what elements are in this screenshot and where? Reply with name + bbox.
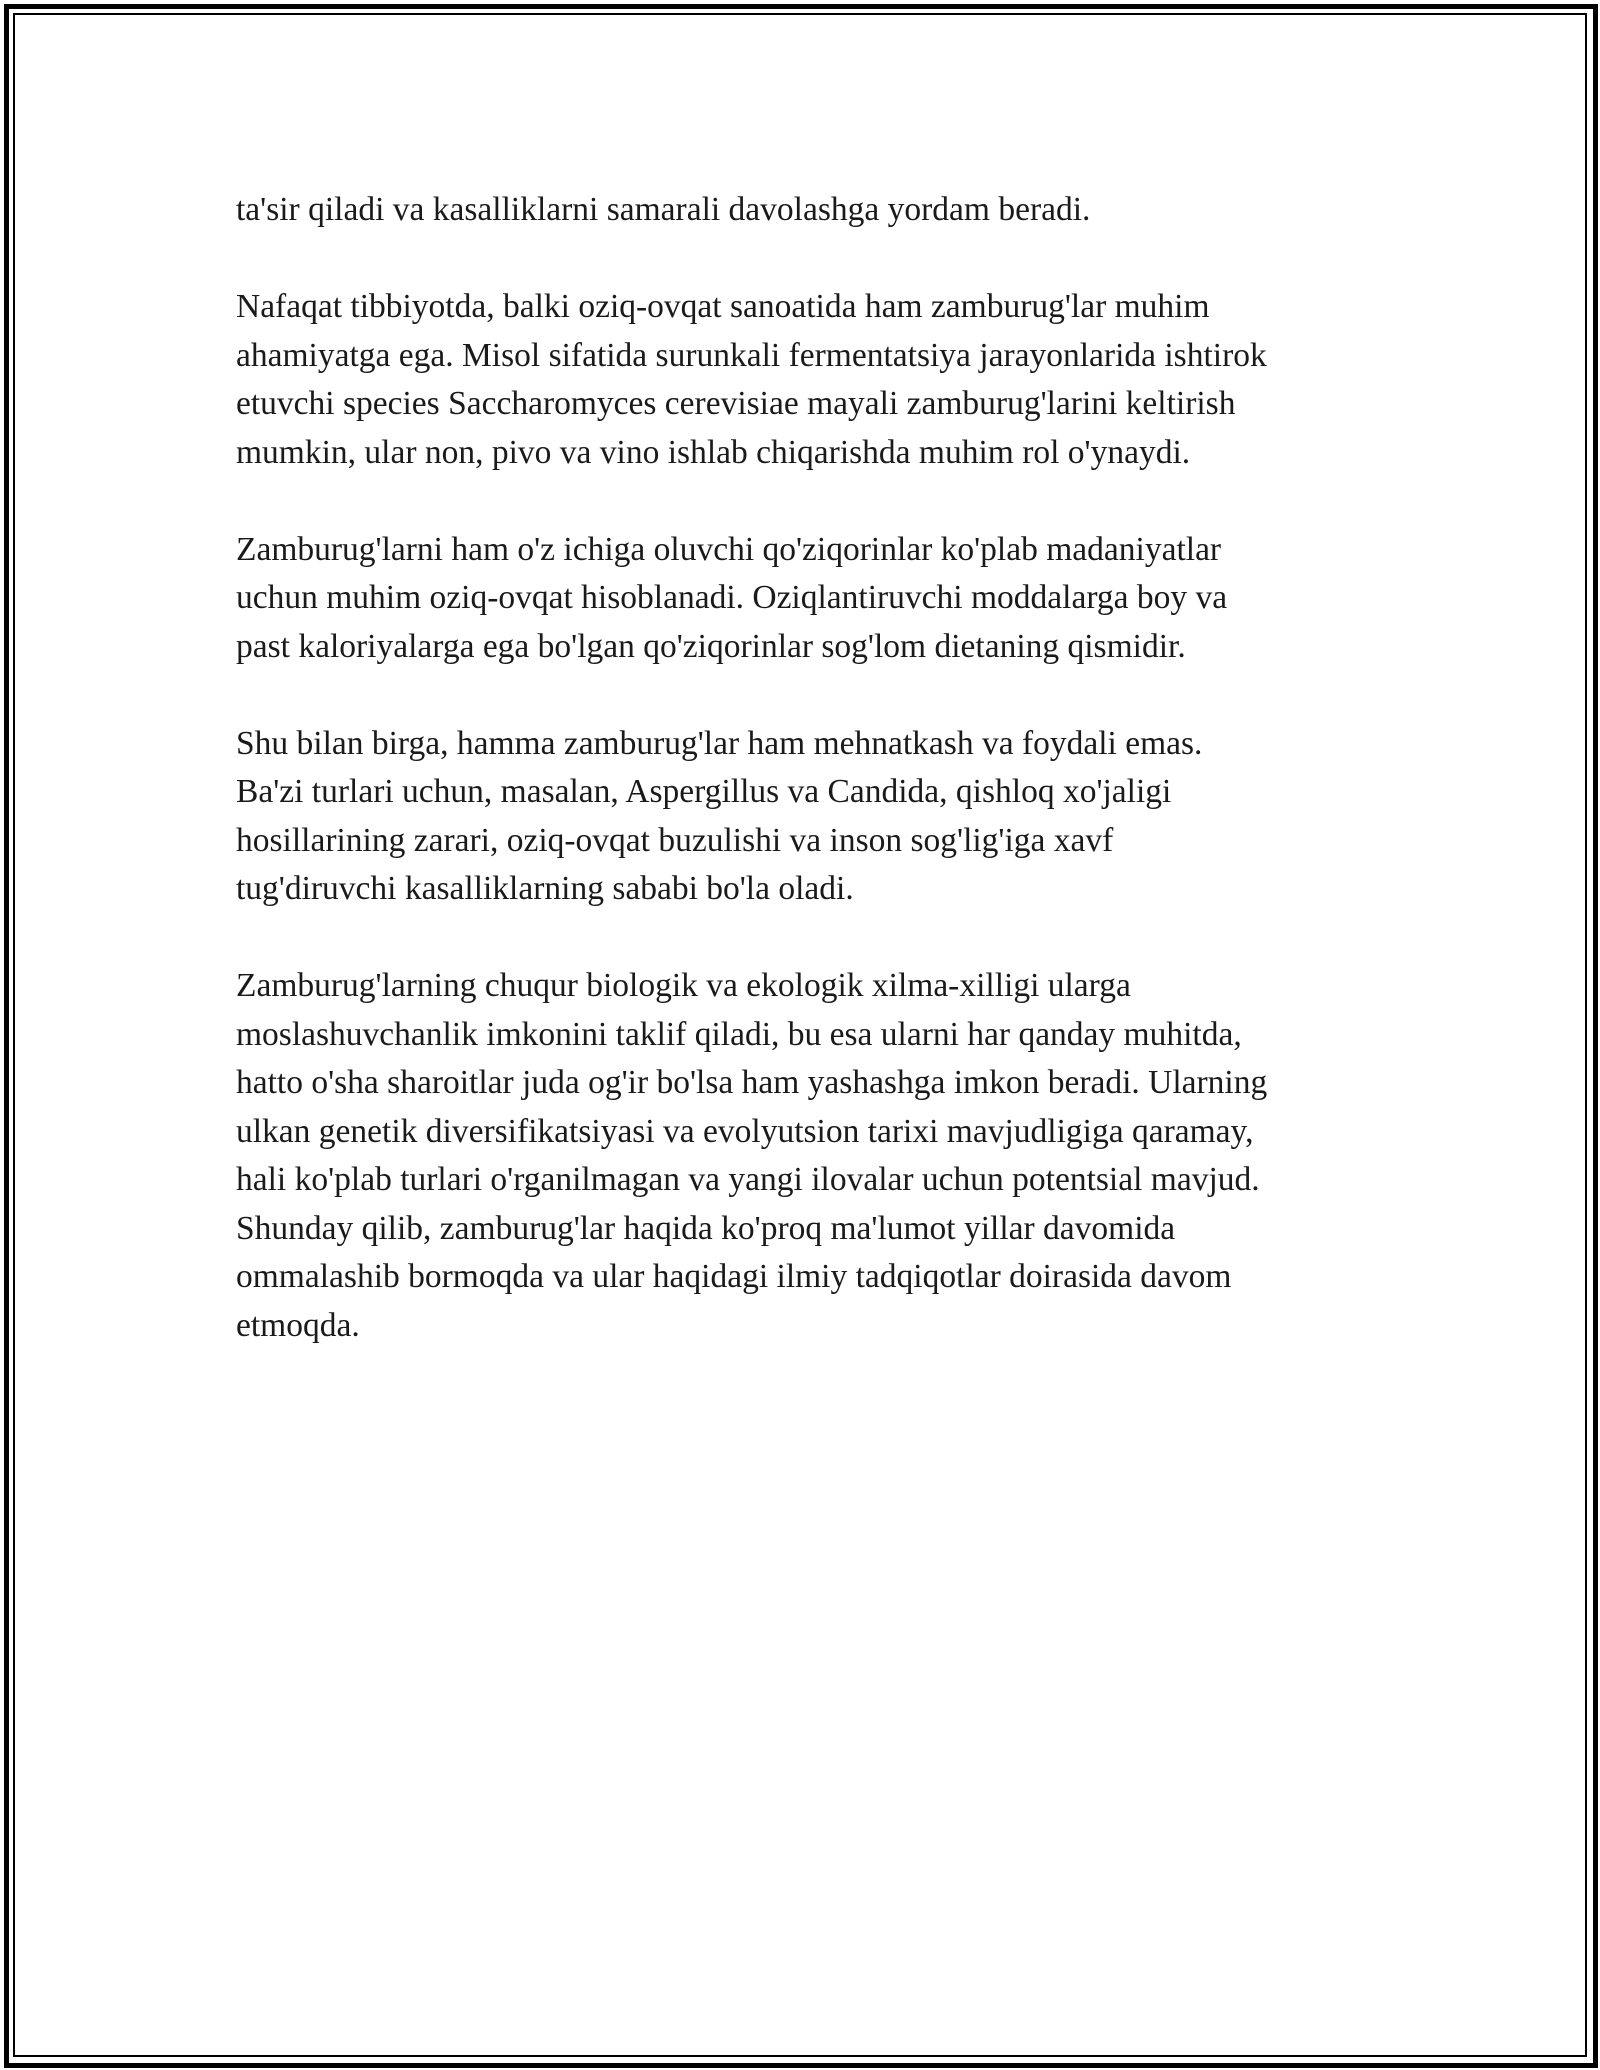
text-line: ulkan genetik diversifikatsiyasi va evolyutsion tarixi mavjudligiga qaramay,	[236, 1112, 1254, 1150]
text-line: hatto o'sha sharoitlar juda og'ir bo'lsa ham yashashga imkon beradi. Ularning	[236, 1064, 1268, 1101]
text-line: moslashuvchanlik imkonini taklif qiladi, bu esa ularni har qanday muhitda,	[236, 1015, 1242, 1053]
text-line: tug'diruvchi kasalliklarning sababi bo'la oladi.	[236, 870, 854, 907]
text-line: etuvchi species Saccharomyces cerevisiae mayali zamburug'larini keltirish	[236, 385, 1236, 422]
paragraph-1	[236, 186, 1396, 235]
text-line: ommalashib bormoqda va ular haqidagi ilmiy tadqiqotlar doirasida davom	[236, 1258, 1232, 1295]
paragraph-2	[236, 283, 1396, 477]
text-line: ahamiyatga ega. Misol sifatida surunkali fermentatsiya jarayonlarida ishtirok	[236, 336, 1267, 374]
text-line: hosillarining zarari, oziq-ovqat buzulishi va inson sog'lig'iga xavf	[236, 821, 1114, 859]
text-line: uchun muhim oziq-ovqat hisoblanadi. Oziqlantiruvchi moddalarga boy va	[236, 579, 1228, 616]
text-line: Zamburug'larning chuqur biologik va ekologik xilma-xilligi ularga	[236, 967, 1131, 1004]
text-line: ta'sir qiladi va kasalliklarni samarali davolashga yordam beradi.	[236, 191, 1091, 228]
text-line: Ba'zi turlari uchun, masalan, Aspergillus va Candida, qishloq xo'jaligi	[236, 773, 1172, 810]
paragraph-3	[236, 526, 1396, 672]
paragraph-4	[236, 720, 1396, 914]
text-line: past kaloriyalarga ega bo'lgan qo'ziqorinlar sog'lom dietaning qismidir.	[236, 627, 1186, 665]
paragraph-5	[236, 962, 1396, 1350]
text-line: etmoqda.	[236, 1306, 360, 1344]
text-line: Shunday qilib, zamburug'lar haqida ko'proq ma'lumot yillar davomida	[236, 1209, 1176, 1247]
text-line: hali ko'plab turlari o'rganilmagan va yangi ilovalar uchun potentsial mavjud.	[236, 1161, 1260, 1198]
text-line: Zamburug'larni ham o'z ichiga oluvchi qo'ziqorinlar ko'plab madaniyatlar	[236, 530, 1222, 568]
document-body	[236, 186, 1396, 1399]
text-line: mumkin, ular non, pivo va vino ishlab chiqarishda muhim rol o'ynaydi.	[236, 433, 1191, 471]
text-line: Shu bilan birga, hamma zamburug'lar ham mehnatkash va foydali emas.	[236, 724, 1203, 762]
text-line: Nafaqat tibbiyotda, balki oziq-ovqat sanoatida ham zamburug'lar muhim	[236, 288, 1210, 325]
